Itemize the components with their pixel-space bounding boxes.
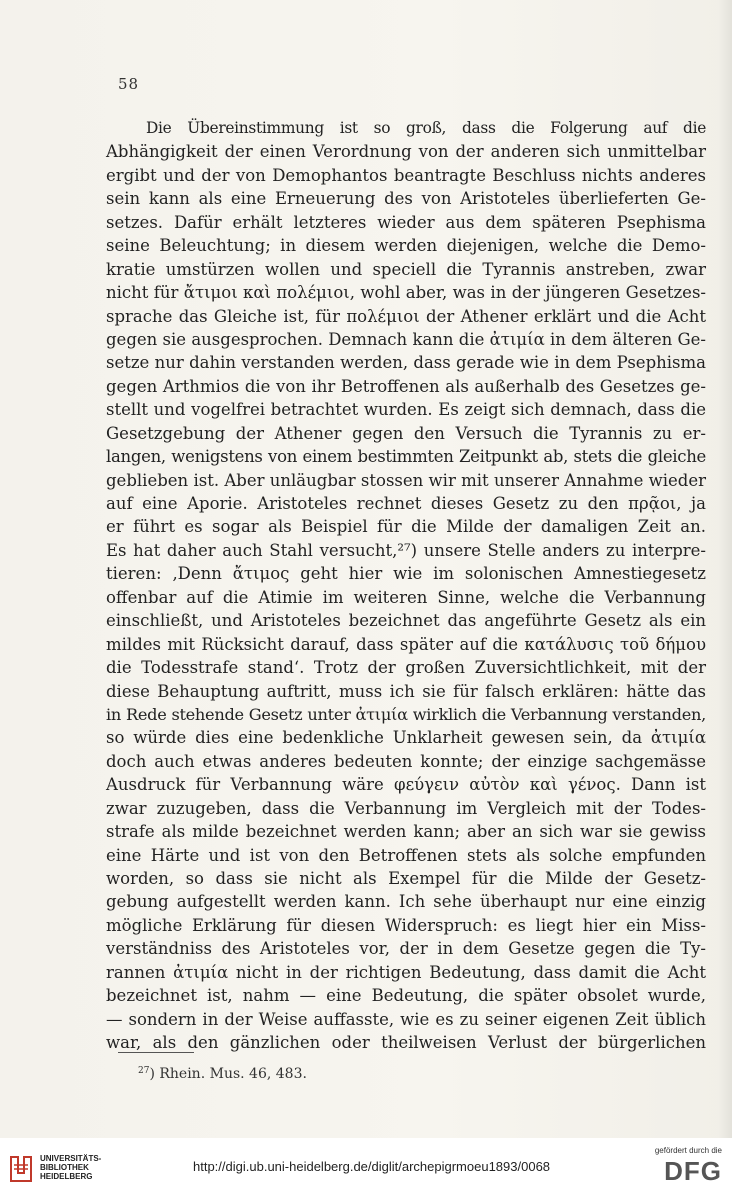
text-line: rannen ἀτιμία nicht in der richtigen Bedeutung, dass damit die Acht (106, 962, 706, 982)
footnote-text: ) Rhein. Mus. 46, 483. (149, 1066, 307, 1082)
dfg-logo: DFG (664, 1156, 722, 1186)
text-line: in Rede stehende Gesetz unter ἀτιμία wirklich die Verbannung verstanden, (106, 704, 706, 724)
text-line: tieren: ‚Denn ἄτιμος geht hier wie im solonischen Amnestiegesetz (106, 564, 706, 584)
text-line: auf eine Aporie. Aristoteles rechnet dieses Gesetz zu den πρᾷοι, ja (106, 494, 706, 513)
text-line: setze nur dahin verstanden werden, dass gerade wie in dem Psephisma (106, 353, 706, 373)
text-line: gebung aufgestellt werden kann. Ich sehe überhaupt nur eine einzig (106, 892, 706, 912)
text-line: sein kann als eine Erneuerung des von Aristoteles überlieferten Ge- (106, 189, 706, 209)
text-line: setzes. Dafür erhält letzteres wieder aus dem späteren Psephisma (106, 212, 706, 232)
library-logo[interactable] (8, 1151, 138, 1185)
text-line: doch auch etwas anderes bedeuten konnte; der einzige sachgemässe (106, 751, 706, 771)
text-line: diese Behauptung auftritt, muss ich sie für falsch erklären: hätte das (106, 681, 706, 701)
text-line: Die Übereinstimmung ist so groß, dass die Folgerung auf die (146, 119, 706, 137)
text-line: worden, so dass sie nicht als Exempel für die Milde der Gesetz- (106, 869, 706, 888)
text-line: Ausdruck für Verbannung wäre φεύγειν αὐτὸν καὶ γένος. Dann ist (106, 775, 706, 795)
viewer-footer (0, 1138, 732, 1197)
text-line: zwar zuzugeben, dass die Verbannung im Vergleich mit der Todes- (106, 798, 706, 818)
text-line: er führt es sogar als Beispiel für die Milde der damaligen Zeit an. (106, 517, 706, 537)
text-line: gegen Arthmios die von ihr Betroffenen als außerhalb des Gesetzes ge- (106, 376, 706, 396)
text-line: ergibt und der von Demophantos beantragte Beschluss nichts anderes (106, 165, 706, 185)
text-line: stellt und vogelfrei betrachtet wurden. Es zeigt sich demnach, dass die (106, 400, 706, 420)
library-name (40, 1154, 101, 1181)
library-name-line-2: BIBLIOTHEK (40, 1163, 89, 1172)
text-line: seine Beleuchtung; in diesem werden diejenigen, welche die Demo- (106, 236, 706, 256)
text-line: Gesetzgebung der Athener gegen den Versuch die Tyrannis zu er- (106, 423, 706, 443)
page-number: 58 (118, 75, 140, 93)
footnote (138, 1066, 307, 1082)
text-line: war, als den gänzlichen oder theilweisen Verlust der bürgerlichen (106, 1033, 706, 1053)
text-line: verständniss des Aristoteles vor, der in dem Gesetze gegen die Ty- (106, 939, 706, 959)
text-line: die Todesstrafe stand‘. Trotz der großen Zuversichtlichkeit, mit der (106, 658, 706, 678)
text-line: Es hat daher auch Stahl versucht,²⁷) unsere Stelle anders zu interpre- (106, 540, 706, 560)
text-line: offenbar auf die Atimie im weiteren Sinne, welche die Verbannung (106, 587, 706, 607)
footnote-mark: 27 (138, 1066, 150, 1076)
text-line: eine Härte und ist von den Betroffenen stets als solche empfunden (106, 845, 706, 865)
text-line: — sondern in der Weise auffasste, wie es zu seiner eigenen Zeit üblich (106, 1009, 706, 1029)
ub-heidelberg-logo-icon (8, 1151, 34, 1185)
funder-logo[interactable] (632, 1146, 722, 1192)
text-line: so würde dies eine bedenkliche Unklarheit gewesen sein, da ἀτιμία (106, 728, 706, 748)
body-text (106, 117, 706, 1055)
permalink-url[interactable]: http://digi.ub.uni-heidelberg.de/diglit/archepigrmoeu1893/0068 (193, 1159, 551, 1174)
text-line: gegen sie ausgesprochen. Demnach kann die ἀτιμία in dem älteren Ge- (106, 329, 706, 349)
text-line: langen, wenigstens von einem bestimmten Zeitpunkt ab, stets die gleiche (106, 447, 706, 467)
library-name-line-1: UNIVERSITÄTS- (40, 1154, 102, 1163)
text-line: sprache das Gleiche ist, für πολέμιοι der Athener erklärt und die Acht (106, 306, 706, 326)
page-edge-shadow (718, 0, 732, 1138)
text-line: mögliche Erklärung für diesen Widerspruch: es liegt hier ein Miss- (106, 915, 706, 935)
text-line: Abhängigkeit der einen Verordnung von der anderen sich unmittelbar (106, 142, 706, 162)
text-line: einschließt, und Aristoteles bezeichnet das angeführte Gesetz als ein (106, 611, 706, 631)
text-line: bezeichnet ist, nahm — eine Bedeutung, die später obsolet wurde, (106, 986, 706, 1006)
footnote-rule (118, 1052, 194, 1053)
text-line: kratie umstürzen wollen und speciell die Tyrannis anstreben, zwar (106, 259, 706, 279)
text-line: geblieben ist. Aber unläugbar stossen wir mit unserer Annahme wieder (106, 470, 706, 490)
library-name-line-3: HEIDELBERG (40, 1172, 93, 1181)
text-line: strafe als milde bezeichnet werden kann; aber an sich war sie gewiss (106, 822, 706, 842)
text-line: mildes mit Rücksicht darauf, dass später auf die κατάλυσις τοῦ δήμου (106, 634, 706, 654)
text-line: nicht für ἄτιμοι καὶ πολέμιοι, wohl aber, was in der jüngeren Gesetzes- (106, 283, 706, 303)
funder-tagline: gefördert durch die (654, 1146, 722, 1155)
